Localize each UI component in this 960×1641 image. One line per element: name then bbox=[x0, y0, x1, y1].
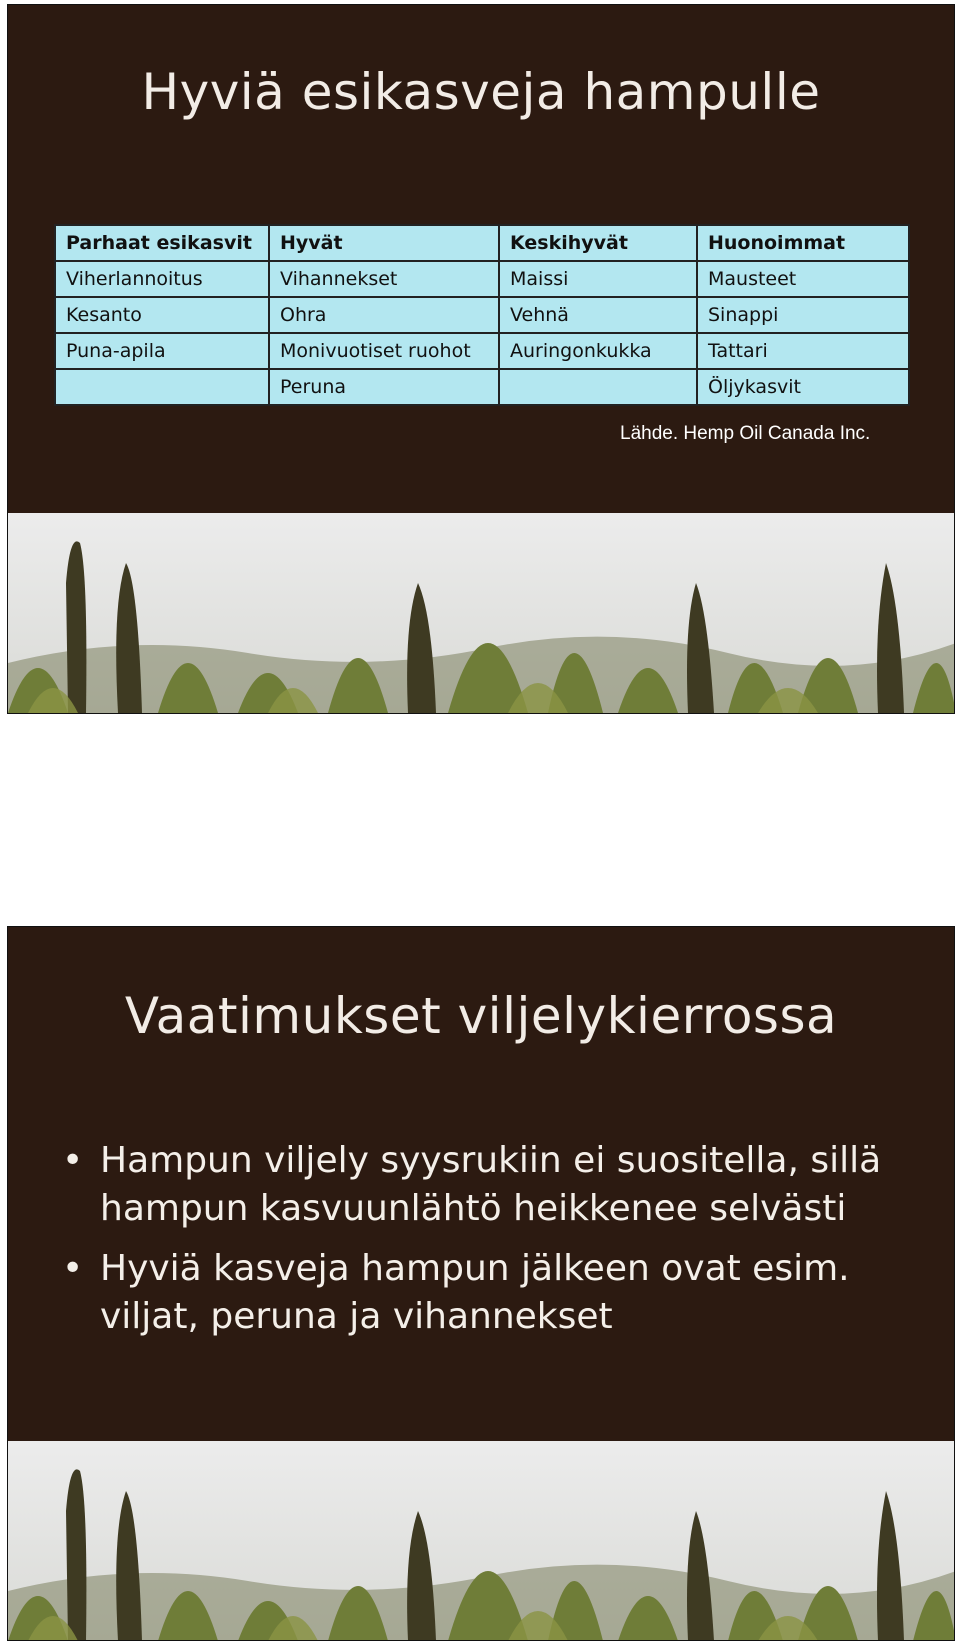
bullet-list bbox=[58, 1137, 918, 1353]
table-row bbox=[55, 369, 909, 405]
table-cell: Vehnä bbox=[499, 297, 697, 333]
table-cell: Mausteet bbox=[697, 261, 909, 297]
table-header-cell: Hyvät bbox=[269, 225, 499, 261]
bullet-icon: • bbox=[62, 1140, 84, 1181]
table-row bbox=[55, 333, 909, 369]
table-cell: Auringonkukka bbox=[499, 333, 697, 369]
hemp-field-photo bbox=[8, 513, 955, 713]
table-cell: Ohra bbox=[269, 297, 499, 333]
table-cell: Tattari bbox=[697, 333, 909, 369]
slide-1-title: Hyviä esikasveja hampulle bbox=[141, 63, 821, 121]
table-header-cell: Keskihyvät bbox=[499, 225, 697, 261]
table-cell: Peruna bbox=[269, 369, 499, 405]
table-cell: Öljykasvit bbox=[697, 369, 909, 405]
table-cell: Vihannekset bbox=[269, 261, 499, 297]
hemp-field-photo bbox=[8, 1441, 955, 1641]
table-row bbox=[55, 261, 909, 297]
source-caption: Lähde. Hemp Oil Canada Inc. bbox=[620, 423, 871, 444]
precrop-table bbox=[54, 224, 910, 406]
table-cell bbox=[55, 369, 269, 405]
bullet-item bbox=[58, 1137, 918, 1233]
table-header-cell: Huonoimmat bbox=[697, 225, 909, 261]
bullet-item bbox=[58, 1245, 918, 1341]
table-header-cell: Parhaat esikasvit bbox=[55, 225, 269, 261]
table-row bbox=[55, 297, 909, 333]
bullet-icon: • bbox=[62, 1248, 84, 1289]
table-cell: Sinappi bbox=[697, 297, 909, 333]
table-cell: Monivuotiset ruohot bbox=[269, 333, 499, 369]
table-cell: Maissi bbox=[499, 261, 697, 297]
table-cell: Viherlannoitus bbox=[55, 261, 269, 297]
slide-2-title: Vaatimukset viljelykierrossa bbox=[124, 987, 838, 1045]
bullet-text: Hyviä kasveja hampun jälkeen ovat esim. viljat, peruna ja vihannekset bbox=[100, 1248, 850, 1337]
table-cell: Puna-apila bbox=[55, 333, 269, 369]
bullet-text: Hampun viljely syysrukiin ei suositella, sillä hampun kasvuunlähtö heikkenee selvästi bbox=[100, 1140, 882, 1229]
hemp-field-illustration bbox=[8, 513, 955, 713]
hemp-field-illustration bbox=[8, 1441, 955, 1641]
table-cell bbox=[499, 369, 697, 405]
table-header-row bbox=[55, 225, 909, 261]
table-cell: Kesanto bbox=[55, 297, 269, 333]
slide-1 bbox=[7, 4, 955, 714]
slide-2 bbox=[7, 926, 955, 1641]
